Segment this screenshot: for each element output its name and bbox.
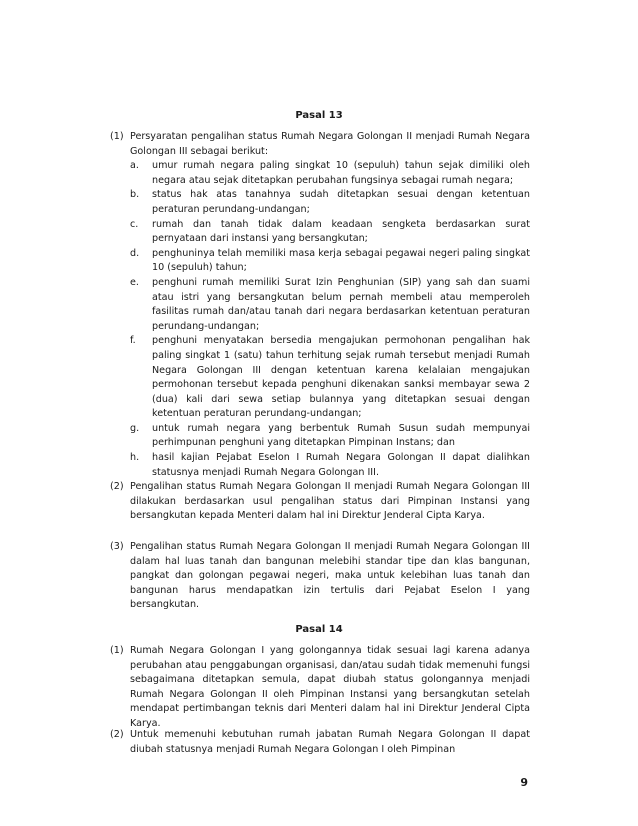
- pasal-13-paragraph-2: [110, 480, 530, 524]
- list-item: [130, 422, 530, 451]
- list-item: [130, 159, 530, 188]
- paragraph-text: Pengalihan status Rumah Negara Golongan II menjadi Rumah Negara Golongan III dilakukan berdasarkan usul pengalihan status dari Pimpinan Instansi yang bersangkutan kepada Menteri dalam hal ini Direktur Jenderal Cipta Karya.: [130, 481, 530, 522]
- requirements-list: [130, 159, 530, 480]
- paragraph-text: Untuk memenuhi kebutuhan rumah jabatan Rumah Negara Golongan II dapat diubah statusnya menjadi Rumah Negara Golongan I oleh Pimpinan: [130, 729, 530, 755]
- page-number: 9: [520, 776, 528, 789]
- item-letter: b.: [130, 189, 140, 201]
- paragraph-number: (2): [110, 729, 124, 740]
- pasal-13-title: Pasal 13: [295, 110, 343, 121]
- list-item: [130, 334, 530, 422]
- list-item: [130, 188, 530, 217]
- item-letter: h.: [130, 452, 140, 464]
- paragraph-number: (1): [110, 131, 124, 142]
- paragraph-number: (3): [110, 541, 124, 552]
- item-text: untuk rumah negara yang berbentuk Rumah Susun sudah mempunyai perhimpunan penghuni yang ditetapkan Pimpinan Instans; dan: [152, 422, 530, 449]
- pasal-13-paragraph-3: [110, 540, 530, 613]
- item-text: penghuninya telah memiliki masa kerja sebagai pegawai negeri paling singkat 10 (sepuluh) tahun;: [152, 247, 530, 274]
- item-text: penghuni rumah memiliki Surat Izin Penghunian (SIP) yang sah dan suami atau istri yang bersangkutan belum pernah membeli atau memperoleh fasilitas rumah dan/atau tanah dari negara berdasarkan ketentuan peraturan perundang-undangan;: [152, 276, 530, 332]
- list-item: [130, 276, 530, 334]
- paragraph-number: (2): [110, 481, 124, 492]
- item-letter: c.: [130, 218, 139, 230]
- item-text: penghuni menyatakan bersedia mengajukan permohonan pengalihan hak paling singkat 1 (satu) tahun terhitung sejak rumah tersebut menjadi Rumah Negara Golongan III dengan ketentuan karena kelalaian mengajukan permohonan tersebut kepada penghuni dikenakan sanksi membayar sewa 2 (dua) kali dari sewa setiap bulannya yang ditetapkan sesuai dengan ketentuan peraturan perundang-undangan;: [152, 335, 530, 420]
- item-letter: g.: [130, 422, 140, 434]
- paragraph-text: Rumah Negara Golongan I yang golongannya tidak sesuai lagi karena adanya perubahan atau penggabungan organisasi, dan/atau sudah tidak memenuhi fungsi sebagaimana ditetapkan semula, dapat diubah status golongannya menjadi Rumah Negara Golongan II oleh Pimpinan Instansi yang bersangkutan setelah mendapat pertimbangan teknis dari Menteri dalam hal ini Direktur Jenderal Cipta Karya.: [130, 645, 530, 729]
- item-text: rumah dan tanah tidak dalam keadaan sengketa berdasarkan surat pernyataan dari instansi yang bersangkutan;: [152, 218, 530, 245]
- paragraph-intro: Persyaratan pengalihan status Rumah Negara Golongan II menjadi Rumah Negara Golongan III sebagai berikut:: [130, 131, 530, 157]
- paragraph-number: (1): [110, 645, 124, 656]
- list-item: [130, 218, 530, 247]
- pasal-13-paragraph-1: [110, 130, 530, 480]
- list-item: [130, 451, 530, 480]
- pasal-14-paragraph-2: [110, 728, 530, 757]
- item-text: status hak atas tanahnya sudah ditetapkan sesuai dengan ketentuan peraturan perundang-undangan;: [152, 189, 530, 215]
- item-text: hasil kajian Pejabat Eselon I Rumah Negara Golongan II dapat dialihkan statusnya menjadi Rumah Negara Golongan III.: [152, 452, 530, 478]
- paragraph-text: Pengalihan status Rumah Negara Golongan II menjadi Rumah Negara Golongan III dalam hal luas tanah dan bangunan melebihi standar tipe dan klas bangunan, pangkat dan golongan pegawai negeri, maka untuk kelebihan luas tanah dan bangunan harus mendapatkan izin tertulis dari Pejabat Eselon I yang bersangkutan.: [130, 541, 530, 611]
- pasal-14-title: Pasal 14: [295, 624, 343, 635]
- item-letter: d.: [130, 247, 140, 259]
- item-letter: e.: [130, 276, 139, 288]
- item-text: umur rumah negara paling singkat 10 (sepuluh) tahun sejak dimiliki oleh negara atau sejak ditetapkan perubahan fungsinya sebagai rumah negara;: [152, 160, 530, 186]
- item-letter: a.: [130, 160, 139, 172]
- item-letter: f.: [130, 335, 136, 347]
- pasal-14-paragraph-1: [110, 644, 530, 732]
- list-item: [130, 247, 530, 276]
